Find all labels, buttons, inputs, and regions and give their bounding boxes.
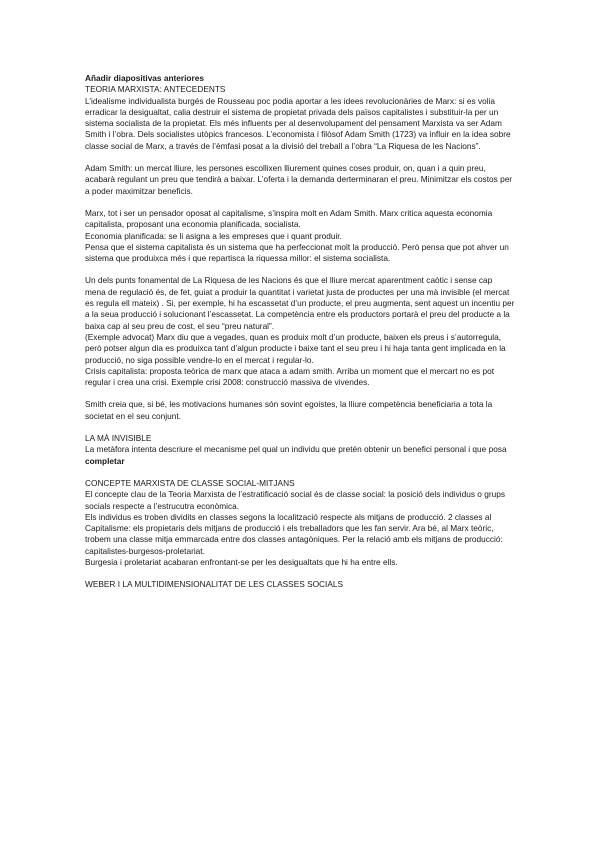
paragraph-marx-inspira: Marx, tot i ser un pensador oposat al capitalisme, s’inspira molt en Adam Smith. Marx critica aquesta economia capitalista, proposant una economia planificada, socialista.: [85, 207, 493, 230]
paragraph-riquesa-nacions: Un dels punts fonamental de La Riquesa de les Nacions és que el lliure mercat aparentment caòtic i sense cap mena de regulació és, de fet, guiat a produir la quantitat i varietat justa de productes per una mà invisible (el mercat es regula ell mateix) . Si, per exemple, hi ha escassetat d’un producte, el preu augmenta, sent aquest un incentiu per a la seua producció i solucionant l’escassetat. La competència entre els productors portarà el preu del producte a la baixa cap al seu preu de cost, el seu “preu natural”.: [85, 275, 515, 331]
paragraph-smith-creia: Smith creia que, si bé, les motivacions humanes són sovint egoistes, la lliure competència beneficiaria a tota la societat en el seu conjunt.: [85, 399, 493, 421]
section-heading-classe-social: CONCEPTE MARXISTA DE CLASSE SOCIAL-MITJANS: [85, 477, 295, 488]
paragraph-metafora: [85, 444, 515, 467]
paragraph-concepte-clau: El concepte clau de la Teoria Marxista de l’estratificació social és de classe social: la posició dels individus o grups socials respecte a l’estrucutra econòmica.: [85, 489, 505, 511]
paragraph-adam-smith: Adam Smith: un mercat lliure, les persones escollixen lliurement quines coses produir, on, quan i a quin preu, acabarà regulant un preu que tendirà a baixar. L’oferta i la demanda derterminaran el preu. Minimitzar els costos per a poder maximitzar beneficis.: [85, 163, 513, 196]
metafora-text: La metàfora intenta descriure el mecanisme pel qual un individu que pretén obtenir un benefici personal i que posa: [85, 444, 507, 455]
section-heading-teoria-marxista: TEORIA MARXISTA: ANTECEDENTS: [85, 84, 226, 95]
section-heading-ma-invisible: LA MÀ INVISIBLE: [85, 433, 152, 444]
paragraph-crisis-capitalista: Crisis capitalista: proposta teòrica de marx que ataca a adam smith. Arriba un moment que el mercart no es pot regular i crea una crisi. Exemple crisi 2008: construcció massiva de vivendes.: [85, 365, 495, 388]
paragraph-individus-classes: Els individus es troben dividits en classes segons la localització respecte als mitjans de producció. 2 classes al Capitalisme: els propietaris dels mitjans de producció i els treballadors que les fan servir. Ara bé, al Marx teòric, trobem una classe mitja emmarcada entre dos classes antagòniques. Per la relació amb els mitjans de producció: capitalistes-burgesos-proletariat.: [85, 511, 503, 556]
paragraph-economia-planificada: Economia planificada: se li asigna a les empreses que i quant produir.: [85, 230, 342, 241]
section-heading-weber: WEBER I LA MULTIDIMENSIONALITAT DE LES CLASSES SOCIALS: [85, 579, 344, 590]
paragraph-idealisme: L’idealisme individualista burgés de Rousseau poc podia aportar a les idees revolucionàries de Marx: si es volia erradicar la desigualtat, calia destruir el sistema de propietat privada dels països capitalistes i substituir-la per un sistema socialista de la propietat. Els més influents per al desenvolupament del pensament Marxista va ser Adam Smith i l’obra. Dels socialistes utòpics francesos. L’economista i filòsof Adam Smith (1723) va influir en la idea sobre classe social de Marx, a través de l’èmfasi posat a la divisió del treball a l’obra “La Riquesa de les Nacions”.: [85, 95, 511, 151]
document-title: Añadir diapositivas anteriores: [85, 73, 204, 83]
paragraph-sistema-socialista: Pensa que el sistema capitalista és un sistema que ha perfeccionat molt la producció. Però pensa que pot ahver un sistema que produixca més i que repartisca la riquessa millor: el sistema socialista.: [85, 241, 509, 264]
paragraph-burgesia-proletariat: Burgesia i proletariat acabaran enfrontant-se per les desigualtats que hi ha entre ells.: [85, 556, 398, 567]
paragraph-exemple-advocat: (Exemple advocat) Marx diu que a vegades, quan es produix molt d’un producte, baixen els preus i s’autorregula, però potser algun dia es produixca tant d’algun producte i baixe tant el seu preu i hi haja tanta gent implicada en la producció, no siga possible vendre-lo en el mercat i regular-lo.: [85, 331, 506, 365]
completar-note: completar: [85, 455, 125, 466]
document-content: [85, 73, 515, 591]
